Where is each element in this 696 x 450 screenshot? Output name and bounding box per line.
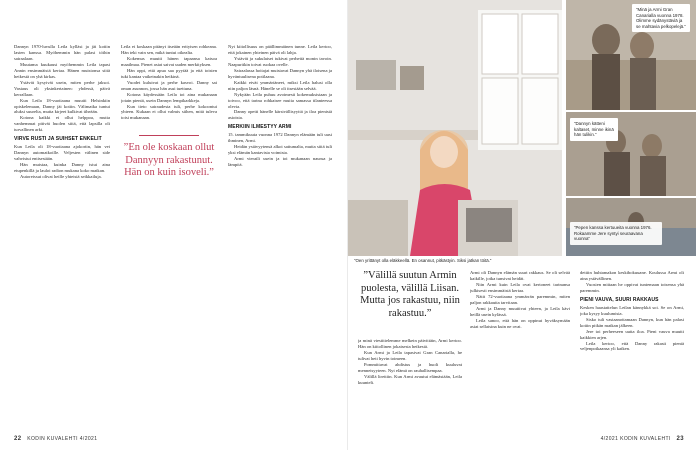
paragraph: Kun tieto sairaudesta tuli, perhe kokoontui yhteen. Kukaan ei ollut valmis siihen, mitä tuleva toisi mukanaan. — [121, 103, 217, 121]
paragraph: Muutama kuukausi myöhemmin Leila tapasi Annin ensimmäistä kertaa. Hänen muistonsa siitä hetkestä on yhä kirkas. — [14, 61, 110, 79]
right-column-3 — [580, 270, 684, 430]
paragraph: Armi vieraili usein ja toi mukanaan naurua ja lämpöä. — [228, 156, 332, 168]
paragraph: Dannyn 1970-luvulla Leila kylläsi ja jäi kotiin lasten kanssa. Myöhemmin hän palasi töihin sairaalaan. — [14, 44, 110, 61]
paragraph: Hän muistaa, kuinka Danny istui aina etupenkillä ja lauloi radion mukana koko matkan. — [14, 162, 110, 174]
magazine-title: KODIN KUVALEHTI — [620, 436, 671, 442]
paragraph: Kesken haastattelun Leilan kännykkä soi. Se on Armi, joka kysyy kuulumisia. — [580, 304, 684, 316]
paragraph: Nätit 72-vuotiaana ymmärrän paremmin, miten paljon rakkautta tarvitaan. — [470, 293, 570, 305]
paragraph: dettiin huhtamakon keskibokuuane. Koulussa Armi oli aina ystävällinen. — [580, 270, 684, 281]
paragraph: Vuosien mittaan he oppivat tuntemaan toisensa yhä paremmin. — [580, 281, 684, 293]
issue-number: 4/2021 — [79, 436, 98, 442]
photo-caption-top: ”Minä ja Armi Gran Canarialla vuonna 1978. Olimme sydänystäviä ja se mahtavia pelkopelejä.” — [632, 4, 690, 32]
paragraph: Nykyään Leila puhuu avoimesti kokemuksistaan ja toivoo, että tarina rohkaisee muita samassa tilanteessa olevia. — [228, 91, 332, 109]
paragraph: Autoreissut olivat heille yhteisiä seikkailuja. — [20, 174, 102, 180]
page-number: 22 — [14, 436, 22, 442]
paragraph: Danny opetti hänelle kärsivällisyyttä ja iloa pienistä asioista. — [228, 109, 332, 121]
left-column-2 — [121, 44, 217, 429]
paragraph: Leila sanoo, että hän on oppinut hyväksymään asiat sellaisina kuin ne ovat. — [470, 317, 570, 329]
paragraph: Sairaalassa hoitajat muistavat Dannyn yhä iloisena ja hyväntuulisena potilaana. — [228, 67, 332, 79]
paragraph: Pommittavat ahdistus ja huoli kuuluvat menneisyyteen. Nyt elämä on rauhallisempaa. — [358, 361, 462, 373]
paragraph: ja minä viestittelemme melkein päivittäin, Armi kertoo. Hän on kiitollinen jokaisesta hetkestä. — [358, 338, 462, 349]
paragraph: Nyt kiitollisuus on päällimmäinen tunne. Leila kertoo, että jokainen yhteinen päivä oli lahja. — [228, 44, 332, 55]
paragraph: Jere toi perheeseen uutta iloa. Pieni vauva muutti kaikkien arjen. — [580, 328, 684, 340]
paragraph: Kokemus muutti hänen tapaansa katsoa maailmaa. Pienet asiat saivat uuden merkityksen. — [121, 55, 217, 67]
paragraph: Ystävät kysyivät usein, miten perhe jaksoi. Vastaus oli yksinkertainen: yhdessä, päivä kerrallaan. — [14, 79, 110, 97]
pull-quote: ”En ole koskaan ollut Dannyyn rakastunut. Hän on kuin isoveli.” — [121, 135, 217, 180]
paragraph: Sisko tuli vastaanottamaan Dannyn, kun hän palasi kotiin pitkän matkan jälkeen. — [580, 316, 684, 328]
folio-left — [14, 436, 97, 442]
paragraph: Kotona käydessään Leila toi aina mukanaan jotain pientä, usein Dannyn lempikarkkeja. — [121, 91, 217, 103]
paragraph: Kaikki eivät ymmärtäneet, miksi Leila halusi olla niin paljon läsnä. Hänelle se oli itsestään selvää. — [228, 79, 332, 91]
magazine-title: KODIN KUVALEHTI — [27, 436, 78, 442]
right-column-1 — [358, 338, 462, 430]
main-photo — [348, 0, 562, 256]
section-heading: MERKIIN ILMESTYY ARMI — [228, 124, 292, 131]
paragraph: Leila ei koskaan pitänyt itseään erityisen rohkeana. Hän teki vain sen, mikä tuntui oikealta. — [121, 44, 217, 55]
room-illustration — [348, 0, 562, 256]
paragraph: Hän oppi, että apua saa pyytää ja että toisten tuki kantaa vaikeinakin hetkinä. — [121, 67, 217, 79]
section-heading: PIENI VAUVA, SUURI RAKKAUS — [580, 296, 659, 303]
left-column-3 — [228, 44, 332, 429]
paragraph: Kun Leila 18-vuotiaana muutti Helsinkiin opiskelemaan, Danny jäi kotiin. Välimatka tuntui aluksi suurelta, mutta kirjeet kulkivat tiheään. — [14, 97, 110, 115]
paragraph: Niin Armi kuin Leila ovat kertoneet tarinansa julkisesti ensimmäistä kertaa. — [470, 281, 570, 293]
paragraph: Ystävät ja sukulaiset tukivat perhettä monin tavoin. Naapuritkin toivat ruokaa ovelle. — [228, 55, 332, 67]
paragraph: Heidän ystävyytensä alkoi sattumalta, mutta siitä tuli yksi elämän kantavista voimista. — [228, 144, 332, 156]
right-page — [348, 0, 696, 450]
paragraph: Kun Leila oli 18-vuotiaana ajokortin, hän vei Dannyn automatkoille. Veljesten välinen side vahvistui entisestään. — [14, 144, 110, 162]
paragraph: Vuodet kuluivat ja perhe kasvoi. Danny sai oman asunnon, jossa hän asui tuettuna. — [121, 79, 217, 91]
right-column-2 — [470, 270, 570, 430]
page-number: 23 — [676, 436, 684, 442]
paragraph: Armi ja Danny muuttivat yhteen, ja Leila kävi heillä usein kylässä. — [470, 305, 570, 317]
photo-caption-mid: ”Dannyn kätteni kaltaset, minne ikinä hän tulikin.” — [570, 118, 618, 141]
main-photo-caption: ”Oen yrittänyt olla eläkkeellä. En osannut, pitkästyin. Siksi jatkan töitä.” — [354, 258, 492, 263]
paragraph: Välillä lirettiin. Kun Armi avautui elämästään, Leila kuunteli. — [358, 373, 462, 385]
photo-caption-bottom: ”Pepen kanssa kertuueita vuonna 1976. Rokaamme Jere syntyi seuraavana vuonna” — [570, 222, 662, 245]
paragraph: 15. tammikuuta vuonna 1972 Dannyn elämään tuli uusi ihminen, Armi. — [228, 132, 332, 144]
left-column-1 — [14, 44, 110, 429]
paragraph: Kotona kaikki ei ollut helppoa, mutta vanhemmat pitivät huolen siitä, että lapsilla oli turvallinen arki. — [14, 115, 110, 133]
pull-quote-right: ”Välillä suutun Armin puolesta, välillä Liisan. Mutta jos rakastuu, niin rakastuu.” — [360, 270, 460, 319]
issue-number: 4/2021 — [600, 436, 619, 442]
paragraph: Leila kertoo, että Danny rakasti pientä veljenpoikaansa yli kaiken. — [580, 340, 684, 352]
paragraph: Armi oli Dannyn elämän suuri rakkaus. Se oli selvää kaikille, jotka tunsivat heidät. — [470, 270, 570, 281]
folio-right — [601, 436, 684, 442]
section-heading: VIRVE RUSTI JA SUIHSET ENKELIT — [14, 136, 102, 143]
paragraph: Kun Armi ja Leila tapasivat Gran Canarialla, he tulivat heti hyvin toimeen. — [358, 349, 462, 361]
